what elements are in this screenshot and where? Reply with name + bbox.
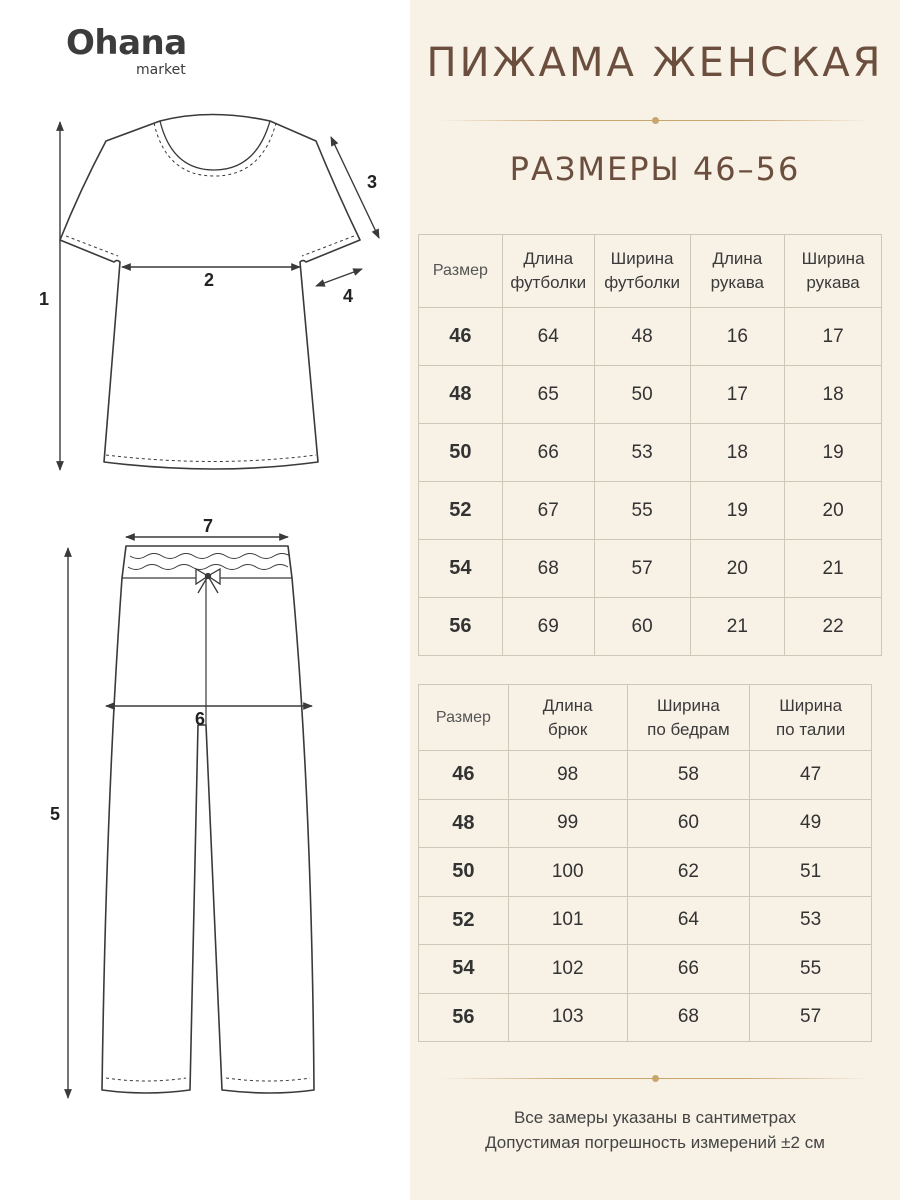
header-text: Ширина: [779, 695, 843, 715]
measurement-cell: 18: [690, 424, 785, 482]
header-pants-length: [508, 685, 627, 751]
measurement-cell: 57: [594, 540, 690, 598]
table-row: [419, 751, 872, 800]
size-cell: 50: [419, 848, 509, 897]
header-tshirt-width: [594, 235, 690, 308]
measure-label-1: 1: [38, 289, 50, 309]
page-title: ПИЖАМА ЖЕНСКАЯ: [426, 40, 884, 86]
measurement-cell: 67: [502, 482, 594, 540]
table-row: [419, 482, 882, 540]
footer-note-tolerance: Допустимая погрешность измерений ±2 см: [485, 1133, 825, 1152]
size-cell: 46: [419, 751, 509, 800]
measurement-cell: 48: [594, 308, 690, 366]
measurement-cell: 68: [627, 993, 750, 1042]
measure-label-4: 4: [342, 286, 354, 306]
measure-label-3: 3: [366, 172, 378, 192]
measurement-cell: 16: [690, 308, 785, 366]
footer-note-units: Все замеры указаны в сантиметрах: [513, 1108, 797, 1127]
measurement-cell: 19: [785, 424, 882, 482]
header-text: Длина: [523, 249, 574, 268]
measurement-cell: 17: [785, 308, 882, 366]
pants-size-table: [418, 684, 872, 1042]
size-cell: 54: [419, 540, 503, 598]
measurement-cell: 21: [785, 540, 882, 598]
pants-outline: [102, 546, 314, 1093]
table-row: [419, 540, 882, 598]
measurement-cell: 98: [508, 751, 627, 800]
page-subtitle: РАЗМЕРЫ 46–56: [509, 150, 801, 188]
tshirt-size-table: [418, 234, 882, 656]
size-cell: 48: [419, 366, 503, 424]
table-header-row: [419, 685, 872, 751]
size-cell: 46: [419, 308, 503, 366]
measurement-cell: 55: [594, 482, 690, 540]
measurement-cell: 62: [627, 848, 750, 897]
table-row: [419, 993, 872, 1042]
header-text: Ширина: [656, 695, 720, 715]
measure-label-6: 6: [194, 709, 206, 729]
size-cell: 52: [419, 482, 503, 540]
header-tshirt-length: [502, 235, 594, 308]
measurement-cell: 20: [785, 482, 882, 540]
table-row: [419, 799, 872, 848]
header-waist-width: [750, 685, 872, 751]
measurement-cell: 99: [508, 799, 627, 848]
size-cell: 56: [419, 598, 503, 656]
header-size: Размер: [419, 685, 509, 751]
size-cell: 52: [419, 896, 509, 945]
footer-divider: [440, 1074, 870, 1084]
header-size: Размер: [419, 235, 503, 308]
table-row: [419, 366, 882, 424]
header-text: Длина: [712, 249, 763, 268]
measurement-cell: 66: [502, 424, 594, 482]
header-text: футболки: [510, 273, 587, 292]
measurement-cell: 58: [627, 751, 750, 800]
measurement-cell: 18: [785, 366, 882, 424]
measurement-cell: 53: [750, 896, 872, 945]
header-text: брюк: [547, 719, 588, 739]
table-row: [419, 598, 882, 656]
size-cell: 50: [419, 424, 503, 482]
size-cell: 54: [419, 945, 509, 994]
size-cell: 56: [419, 993, 509, 1042]
measurement-cell: 68: [502, 540, 594, 598]
table-row: [419, 308, 882, 366]
measure-label-2: 2: [203, 270, 215, 290]
measurement-cell: 20: [690, 540, 785, 598]
header-sleeve-length: [690, 235, 785, 308]
measurement-cell: 69: [502, 598, 594, 656]
measurement-cell: 57: [750, 993, 872, 1042]
header-text: Ширина: [801, 249, 865, 268]
header-text: рукава: [806, 273, 860, 292]
measurement-cell: 22: [785, 598, 882, 656]
header-text: рукава: [710, 273, 764, 292]
table-row: [419, 896, 872, 945]
header-text: по бедрам: [647, 719, 730, 739]
size-cell: 48: [419, 799, 509, 848]
header-text: по талии: [775, 719, 846, 739]
measurement-cell: 66: [627, 945, 750, 994]
logo-subtitle: market: [136, 62, 186, 78]
measurement-cell: 103: [508, 993, 627, 1042]
measurement-cell: 64: [502, 308, 594, 366]
measurement-cell: 51: [750, 848, 872, 897]
measurement-cell: 65: [502, 366, 594, 424]
table-header-row: [419, 235, 882, 308]
measurement-cell: 21: [690, 598, 785, 656]
header-text: футболки: [604, 273, 680, 292]
measurement-cell: 100: [508, 848, 627, 897]
measurement-cell: 101: [508, 896, 627, 945]
measurement-cell: 50: [594, 366, 690, 424]
header-hip-width: [627, 685, 750, 751]
header-text: Длина: [542, 695, 593, 715]
measurement-cell: 53: [594, 424, 690, 482]
measurement-cell: 60: [594, 598, 690, 656]
header-sleeve-width: [785, 235, 882, 308]
table-row: [419, 848, 872, 897]
table-row: [419, 945, 872, 994]
measurement-cell: 17: [690, 366, 785, 424]
measurement-cell: 64: [627, 896, 750, 945]
logo-wordmark: Ohana: [66, 23, 187, 63]
measurement-cell: 60: [627, 799, 750, 848]
measurement-cell: 102: [508, 945, 627, 994]
tshirt-outline: [60, 115, 360, 470]
measurement-cell: 55: [750, 945, 872, 994]
garment-measurement-diagram: [0, 0, 410, 1200]
title-divider: [440, 116, 870, 126]
measurement-cell: 47: [750, 751, 872, 800]
table-row: [419, 424, 882, 482]
measure-label-5: 5: [49, 804, 61, 824]
measurement-cell: 49: [750, 799, 872, 848]
measurement-cell: 19: [690, 482, 785, 540]
header-text: Ширина: [610, 249, 674, 268]
measure-label-7: 7: [202, 516, 214, 536]
